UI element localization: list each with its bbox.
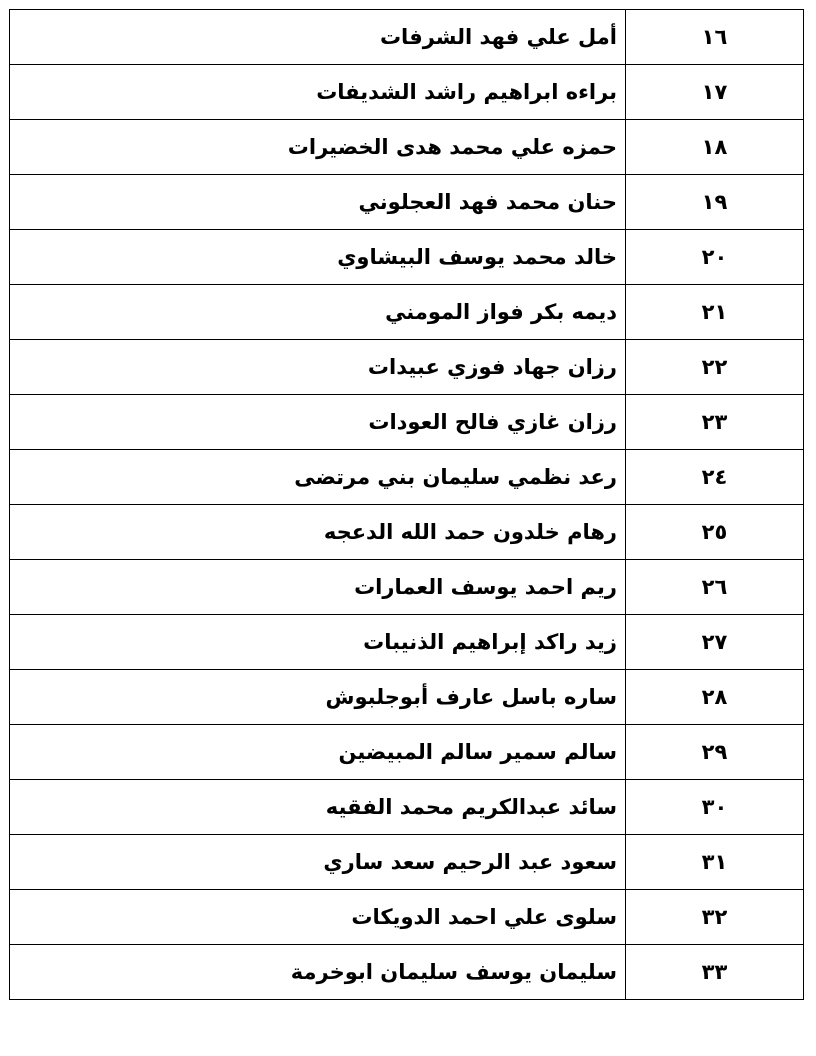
row-number: ٣٢ (626, 890, 804, 945)
row-name: أمل علي فهد الشرفات (10, 10, 626, 65)
row-number: ٢٩ (626, 725, 804, 780)
table-row (10, 395, 804, 450)
row-name: زيد راكد إبراهيم الذنيبات (10, 615, 626, 670)
row-name: ساره باسل عارف أبوجلبوش (10, 670, 626, 725)
row-number: ٢٤ (626, 450, 804, 505)
row-name: سلوى علي احمد الدويكات (10, 890, 626, 945)
row-name: ريم احمد يوسف العمارات (10, 560, 626, 615)
document-page (9, 9, 804, 1000)
row-number: ٣٣ (626, 945, 804, 1000)
row-number: ٢٨ (626, 670, 804, 725)
table-row (10, 340, 804, 395)
table-row (10, 120, 804, 175)
row-number: ١٦ (626, 10, 804, 65)
row-number: ١٨ (626, 120, 804, 175)
row-number: ٢٥ (626, 505, 804, 560)
row-name: رعد نظمي سليمان بني مرتضى (10, 450, 626, 505)
row-name: سالم سمير سالم المبيضين (10, 725, 626, 780)
row-name: براءه ابراهيم راشد الشديفات (10, 65, 626, 120)
row-number: ٢١ (626, 285, 804, 340)
row-name: رزان غازي فالح العودات (10, 395, 626, 450)
table-row (10, 65, 804, 120)
table-row (10, 10, 804, 65)
row-number: ٣١ (626, 835, 804, 890)
table-row (10, 230, 804, 285)
row-name: حمزه علي محمد هدى الخضيرات (10, 120, 626, 175)
row-number: ١٩ (626, 175, 804, 230)
row-name: رهام خلدون حمد الله الدعجه (10, 505, 626, 560)
table-row (10, 725, 804, 780)
table-row (10, 285, 804, 340)
names-table (9, 9, 804, 1000)
table-row (10, 560, 804, 615)
row-number: ٢٢ (626, 340, 804, 395)
table-row (10, 890, 804, 945)
table-row (10, 670, 804, 725)
table-row (10, 780, 804, 835)
row-number: ١٧ (626, 65, 804, 120)
row-name: خالد محمد يوسف البيشاوي (10, 230, 626, 285)
row-name: ديمه بكر فواز المومني (10, 285, 626, 340)
row-number: ٣٠ (626, 780, 804, 835)
table-row (10, 450, 804, 505)
row-name: سعود عبد الرحيم سعد ساري (10, 835, 626, 890)
table-row (10, 505, 804, 560)
table-row (10, 175, 804, 230)
row-name: سائد عبدالكريم محمد الفقيه (10, 780, 626, 835)
table-row (10, 945, 804, 1000)
row-number: ٢٧ (626, 615, 804, 670)
row-number: ٢٣ (626, 395, 804, 450)
row-name: سليمان يوسف سليمان ابوخرمة (10, 945, 626, 1000)
table-row (10, 615, 804, 670)
row-number: ٢٠ (626, 230, 804, 285)
table-row (10, 835, 804, 890)
row-name: رزان جهاد فوزي عبيدات (10, 340, 626, 395)
row-number: ٢٦ (626, 560, 804, 615)
row-name: حنان محمد فهد العجلوني (10, 175, 626, 230)
